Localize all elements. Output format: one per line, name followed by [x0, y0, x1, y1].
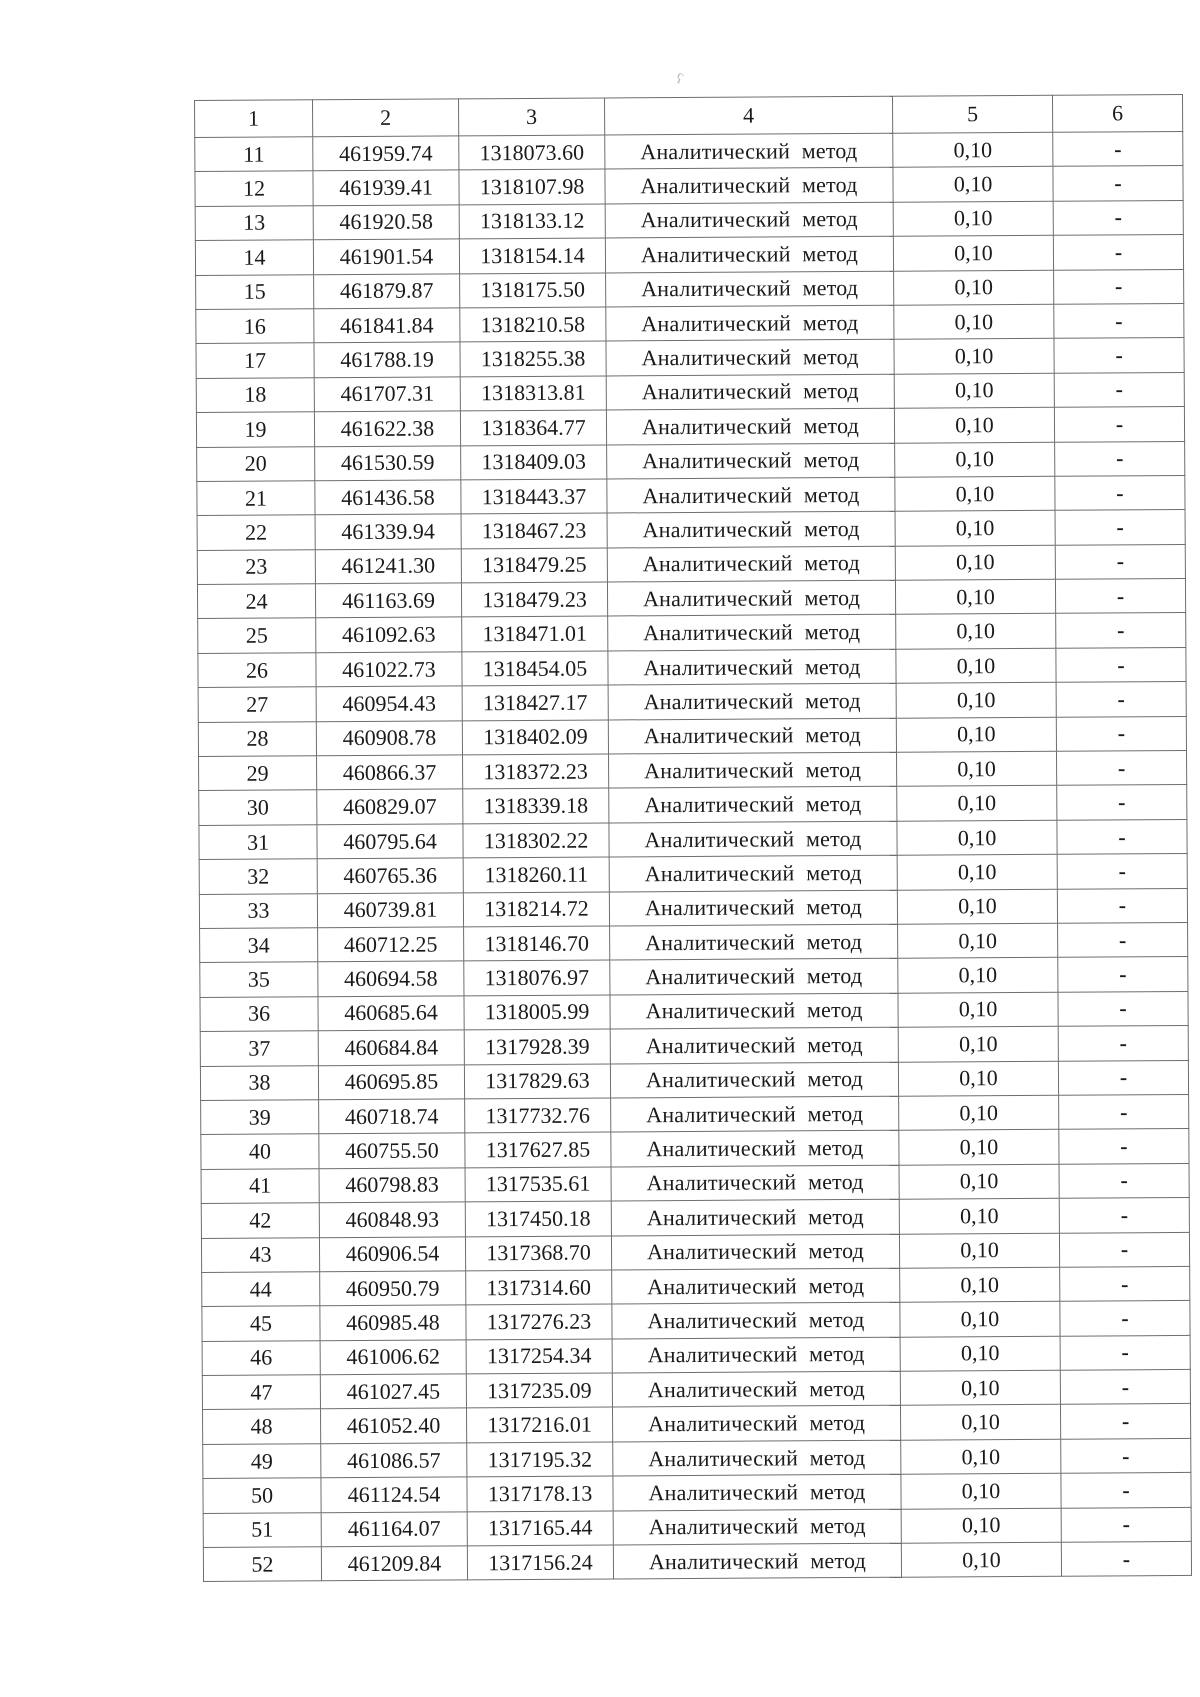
cell-y-coordinate: 1317627.85	[465, 1132, 611, 1167]
cell-method: Аналитический метод	[607, 580, 895, 616]
cell-y-coordinate: 1318210.58	[460, 307, 606, 342]
cell-extra: -	[1060, 1370, 1190, 1405]
header-col-6: 6	[1052, 94, 1182, 132]
cell-x-coordinate: 461027.45	[320, 1374, 466, 1409]
cell-x-coordinate: 460712.25	[318, 927, 464, 962]
cell-accuracy: 0,10	[896, 614, 1056, 649]
cell-extra: -	[1053, 131, 1183, 166]
cell-method: Аналитический метод	[610, 1062, 898, 1098]
cell-y-coordinate: 1318479.23	[461, 582, 607, 617]
cell-method: Аналитический метод	[610, 959, 898, 995]
cell-accuracy: 0,10	[895, 511, 1055, 546]
cell-x-coordinate: 460908.78	[316, 721, 462, 756]
cell-x-coordinate: 460906.54	[319, 1236, 465, 1271]
cell-x-coordinate: 460694.58	[318, 961, 464, 996]
cell-x-coordinate: 461841.84	[314, 308, 460, 343]
cell-method: Аналитический метод	[613, 1543, 901, 1579]
cell-method: Аналитический метод	[609, 855, 897, 891]
cell-x-coordinate: 460950.79	[320, 1271, 466, 1306]
cell-accuracy: 0,10	[894, 270, 1054, 305]
cell-accuracy: 0,10	[893, 235, 1053, 270]
cell-accuracy: 0,10	[896, 682, 1056, 717]
cell-extra: -	[1055, 579, 1185, 614]
cell-extra: -	[1057, 785, 1187, 820]
cell-x-coordinate: 461164.07	[321, 1511, 467, 1546]
cell-accuracy: 0,10	[899, 1130, 1059, 1165]
cell-x-coordinate: 461959.74	[313, 136, 459, 171]
cell-accuracy: 0,10	[895, 545, 1055, 580]
cell-method: Аналитический метод	[611, 1199, 899, 1235]
cell-accuracy: 0,10	[896, 751, 1056, 786]
cell-extra: -	[1054, 269, 1184, 304]
cell-accuracy: 0,10	[901, 1542, 1061, 1577]
cell-extra: -	[1055, 441, 1185, 476]
cell-point-number: 22	[197, 515, 315, 550]
cell-x-coordinate: 461879.87	[314, 273, 460, 308]
cell-point-number: 45	[202, 1306, 320, 1341]
cell-accuracy: 0,10	[894, 373, 1054, 408]
cell-y-coordinate: 1318409.03	[461, 445, 607, 480]
cell-point-number: 38	[200, 1065, 318, 1100]
cell-method: Аналитический метод	[609, 752, 897, 788]
cell-y-coordinate: 1317829.63	[464, 1064, 610, 1099]
cell-accuracy: 0,10	[900, 1336, 1060, 1371]
cell-extra: -	[1061, 1473, 1191, 1508]
cell-point-number: 44	[202, 1272, 320, 1307]
cell-accuracy: 0,10	[899, 1095, 1059, 1130]
cell-accuracy: 0,10	[897, 889, 1057, 924]
cell-accuracy: 0,10	[897, 854, 1057, 889]
cell-point-number: 11	[195, 137, 313, 172]
cell-method: Аналитический метод	[606, 374, 894, 410]
cell-point-number: 21	[197, 481, 315, 516]
cell-method: Аналитический метод	[607, 477, 895, 513]
cell-accuracy: 0,10	[900, 1267, 1060, 1302]
cell-extra: -	[1053, 235, 1183, 270]
cell-point-number: 33	[199, 893, 317, 928]
cell-y-coordinate: 1318313.81	[460, 376, 606, 411]
cell-accuracy: 0,10	[898, 958, 1058, 993]
cell-y-coordinate: 1317254.34	[466, 1339, 612, 1374]
cell-extra: -	[1054, 372, 1184, 407]
cell-point-number: 13	[195, 206, 313, 241]
cell-accuracy: 0,10	[898, 1026, 1058, 1061]
cell-x-coordinate: 461920.58	[313, 205, 459, 240]
cell-point-number: 48	[203, 1409, 321, 1444]
cell-x-coordinate: 461939.41	[313, 170, 459, 205]
cell-method: Аналитический метод	[608, 718, 896, 754]
cell-x-coordinate: 460798.83	[319, 1168, 465, 1203]
cell-accuracy: 0,10	[893, 167, 1053, 202]
cell-y-coordinate: 1317195.32	[467, 1442, 613, 1477]
cell-extra: -	[1059, 1094, 1189, 1129]
cell-point-number: 25	[198, 618, 316, 653]
cell-extra: -	[1060, 1266, 1190, 1301]
cell-y-coordinate: 1318443.37	[461, 479, 607, 514]
cell-y-coordinate: 1317368.70	[465, 1235, 611, 1270]
cell-x-coordinate: 460848.93	[319, 1202, 465, 1237]
cell-method: Аналитический метод	[611, 1096, 899, 1132]
cell-y-coordinate: 1318214.72	[463, 892, 609, 927]
cell-y-coordinate: 1318255.38	[460, 341, 606, 376]
cell-extra: -	[1054, 407, 1184, 442]
cell-point-number: 17	[196, 343, 314, 378]
cell-method: Аналитический метод	[608, 615, 896, 651]
cell-point-number: 20	[197, 446, 315, 481]
cell-method: Аналитический метод	[606, 408, 894, 444]
cell-accuracy: 0,10	[896, 648, 1056, 683]
cell-accuracy: 0,10	[901, 1439, 1061, 1474]
cell-y-coordinate: 1318427.17	[462, 685, 608, 720]
cell-method: Аналитический метод	[608, 649, 896, 685]
cell-extra: -	[1055, 510, 1185, 545]
cell-extra: -	[1053, 166, 1183, 201]
cell-method: Аналитический метод	[612, 1268, 900, 1304]
cell-accuracy: 0,10	[900, 1405, 1060, 1440]
cell-extra: -	[1054, 338, 1184, 373]
cell-y-coordinate: 1317156.24	[467, 1545, 613, 1580]
cell-y-coordinate: 1318175.50	[460, 273, 606, 308]
cell-method: Аналитический метод	[613, 1474, 901, 1510]
cell-point-number: 50	[203, 1478, 321, 1513]
cell-method: Аналитический метод	[605, 236, 893, 272]
cell-extra: -	[1055, 544, 1185, 579]
cell-point-number: 40	[201, 1134, 319, 1169]
cell-extra: -	[1058, 1026, 1188, 1061]
cell-accuracy: 0,10	[899, 1198, 1059, 1233]
cell-method: Аналитический метод	[612, 1406, 900, 1442]
cell-y-coordinate: 1318372.23	[463, 754, 609, 789]
cell-method: Аналитический метод	[610, 1027, 898, 1063]
cell-accuracy: 0,10	[901, 1473, 1061, 1508]
cell-x-coordinate: 460765.36	[317, 858, 463, 893]
cell-point-number: 28	[198, 721, 316, 756]
cell-accuracy: 0,10	[893, 132, 1053, 167]
cell-y-coordinate: 1318479.25	[461, 548, 607, 583]
cell-extra: -	[1056, 682, 1186, 717]
cell-method: Аналитический метод	[611, 1165, 899, 1201]
cell-x-coordinate: 461209.84	[321, 1546, 467, 1581]
cell-extra: -	[1058, 991, 1188, 1026]
cell-extra: -	[1057, 854, 1187, 889]
cell-accuracy: 0,10	[898, 923, 1058, 958]
cell-extra: -	[1059, 1163, 1189, 1198]
cell-y-coordinate: 1318146.70	[464, 926, 610, 961]
cell-x-coordinate: 461163.69	[315, 583, 461, 618]
cell-y-coordinate: 1317314.60	[466, 1270, 612, 1305]
cell-accuracy: 0,10	[894, 304, 1054, 339]
cell-y-coordinate: 1317178.13	[467, 1476, 613, 1511]
cell-accuracy: 0,10	[897, 820, 1057, 855]
cell-point-number: 23	[197, 549, 315, 584]
cell-y-coordinate: 1318467.23	[461, 513, 607, 548]
scan-artifact-mark: ʕ	[673, 71, 685, 88]
cell-method: Аналитический метод	[608, 683, 896, 719]
cell-x-coordinate: 461436.58	[315, 480, 461, 515]
cell-y-coordinate: 1317535.61	[465, 1167, 611, 1202]
cell-point-number: 24	[197, 584, 315, 619]
cell-x-coordinate: 460755.50	[319, 1133, 465, 1168]
cell-x-coordinate: 461052.40	[320, 1408, 466, 1443]
header-col-1: 1	[195, 100, 313, 138]
cell-y-coordinate: 1318133.12	[459, 204, 605, 239]
cell-accuracy: 0,10	[900, 1370, 1060, 1405]
cell-extra: -	[1061, 1438, 1191, 1473]
cell-y-coordinate: 1317276.23	[466, 1304, 612, 1339]
cell-accuracy: 0,10	[899, 1233, 1059, 1268]
cell-point-number: 51	[203, 1512, 321, 1547]
cell-point-number: 26	[198, 653, 316, 688]
cell-y-coordinate: 1317216.01	[466, 1407, 612, 1442]
cell-extra: -	[1060, 1301, 1190, 1336]
cell-x-coordinate: 460684.84	[318, 1030, 464, 1065]
cell-accuracy: 0,10	[898, 1061, 1058, 1096]
cell-x-coordinate: 460695.85	[318, 1064, 464, 1099]
cell-method: Аналитический метод	[607, 443, 895, 479]
cell-point-number: 31	[199, 825, 317, 860]
cell-point-number: 12	[195, 171, 313, 206]
cell-extra: -	[1053, 200, 1183, 235]
cell-x-coordinate: 460795.64	[317, 824, 463, 859]
cell-method: Аналитический метод	[610, 993, 898, 1029]
cell-point-number: 42	[201, 1203, 319, 1238]
cell-point-number: 41	[201, 1168, 319, 1203]
cell-method: Аналитический метод	[612, 1302, 900, 1338]
cell-accuracy: 0,10	[895, 476, 1055, 511]
cell-point-number: 16	[196, 309, 314, 344]
cell-y-coordinate: 1317165.44	[467, 1511, 613, 1546]
cell-point-number: 43	[201, 1237, 319, 1272]
cell-accuracy: 0,10	[895, 442, 1055, 477]
cell-point-number: 49	[203, 1444, 321, 1479]
cell-method: Аналитический метод	[609, 787, 897, 823]
header-col-5: 5	[892, 95, 1052, 133]
cell-method: Аналитический метод	[612, 1371, 900, 1407]
cell-x-coordinate: 460718.74	[319, 1099, 465, 1134]
cell-x-coordinate: 460739.81	[317, 892, 463, 927]
cell-accuracy: 0,10	[894, 339, 1054, 374]
cell-accuracy: 0,10	[898, 992, 1058, 1027]
cell-extra: -	[1058, 922, 1188, 957]
cell-point-number: 34	[200, 928, 318, 963]
cell-method: Аналитический метод	[613, 1440, 901, 1476]
cell-x-coordinate: 461788.19	[314, 342, 460, 377]
cell-extra: -	[1058, 957, 1188, 992]
cell-method: Аналитический метод	[612, 1337, 900, 1373]
header-col-4: 4	[604, 96, 892, 135]
cell-extra: -	[1057, 888, 1187, 923]
cell-y-coordinate: 1318107.98	[459, 169, 605, 204]
cell-y-coordinate: 1317732.76	[465, 1098, 611, 1133]
cell-x-coordinate: 460829.07	[317, 789, 463, 824]
table-row	[203, 1541, 1191, 1581]
cell-method: Аналитический метод	[606, 271, 894, 307]
cell-point-number: 30	[199, 790, 317, 825]
coordinates-table	[194, 94, 1192, 1582]
cell-method: Аналитический метод	[613, 1509, 901, 1545]
cell-accuracy: 0,10	[901, 1508, 1061, 1543]
cell-extra: -	[1061, 1507, 1191, 1542]
cell-method: Аналитический метод	[609, 890, 897, 926]
cell-y-coordinate: 1317928.39	[464, 1029, 610, 1064]
cell-y-coordinate: 1318364.77	[460, 410, 606, 445]
cell-method: Аналитический метод	[611, 1131, 899, 1167]
cell-extra: -	[1057, 819, 1187, 854]
cell-method: Аналитический метод	[610, 924, 898, 960]
cell-y-coordinate: 1318005.99	[464, 995, 610, 1030]
cell-y-coordinate: 1318076.97	[464, 960, 610, 995]
cell-y-coordinate: 1318073.60	[459, 135, 605, 170]
cell-accuracy: 0,10	[900, 1302, 1060, 1337]
cell-accuracy: 0,10	[895, 579, 1055, 614]
table-body	[195, 131, 1192, 1581]
cell-extra: -	[1059, 1198, 1189, 1233]
cell-x-coordinate: 461092.63	[316, 617, 462, 652]
cell-extra: -	[1060, 1404, 1190, 1439]
cell-extra: -	[1061, 1541, 1191, 1576]
cell-accuracy: 0,10	[893, 201, 1053, 236]
cell-point-number: 18	[196, 378, 314, 413]
cell-point-number: 27	[198, 687, 316, 722]
cell-point-number: 39	[201, 1100, 319, 1135]
cell-point-number: 52	[203, 1547, 321, 1582]
cell-point-number: 32	[199, 859, 317, 894]
cell-extra: -	[1056, 613, 1186, 648]
cell-method: Аналитический метод	[607, 512, 895, 548]
cell-point-number: 19	[196, 412, 314, 447]
cell-x-coordinate: 461124.54	[321, 1477, 467, 1512]
cell-y-coordinate: 1318260.11	[463, 857, 609, 892]
cell-x-coordinate: 460866.37	[317, 755, 463, 790]
cell-x-coordinate: 461022.73	[316, 652, 462, 687]
cell-x-coordinate: 461006.62	[320, 1340, 466, 1375]
cell-y-coordinate: 1318154.14	[459, 238, 605, 273]
cell-point-number: 46	[202, 1340, 320, 1375]
cell-y-coordinate: 1318302.22	[463, 823, 609, 858]
cell-x-coordinate: 461241.30	[315, 549, 461, 584]
cell-y-coordinate: 1317235.09	[466, 1373, 612, 1408]
cell-method: Аналитический метод	[605, 168, 893, 204]
cell-y-coordinate: 1317450.18	[465, 1201, 611, 1236]
cell-method: Аналитический метод	[606, 305, 894, 341]
table-header	[195, 94, 1183, 137]
cell-extra: -	[1056, 647, 1186, 682]
cell-y-coordinate: 1318471.01	[462, 616, 608, 651]
cell-extra: -	[1058, 1060, 1188, 1095]
cell-method: Аналитический метод	[605, 202, 893, 238]
cell-x-coordinate: 461086.57	[321, 1443, 467, 1478]
cell-method: Аналитический метод	[611, 1234, 899, 1270]
header-col-2: 2	[313, 99, 459, 137]
cell-point-number: 37	[200, 1031, 318, 1066]
header-row	[195, 94, 1183, 137]
cell-x-coordinate: 461901.54	[313, 239, 459, 274]
cell-point-number: 36	[200, 997, 318, 1032]
cell-x-coordinate: 460954.43	[316, 686, 462, 721]
cell-accuracy: 0,10	[897, 786, 1057, 821]
cell-point-number: 35	[200, 962, 318, 997]
cell-extra: -	[1056, 750, 1186, 785]
cell-accuracy: 0,10	[896, 717, 1056, 752]
cell-y-coordinate: 1318402.09	[462, 720, 608, 755]
cell-x-coordinate: 461530.59	[315, 445, 461, 480]
cell-y-coordinate: 1318339.18	[463, 788, 609, 823]
cell-extra: -	[1055, 475, 1185, 510]
cell-extra: -	[1060, 1335, 1190, 1370]
cell-point-number: 14	[195, 240, 313, 275]
cell-extra: -	[1054, 303, 1184, 338]
cell-extra: -	[1059, 1129, 1189, 1164]
cell-method: Аналитический метод	[607, 546, 895, 582]
cell-x-coordinate: 461707.31	[314, 377, 460, 412]
cell-point-number: 29	[199, 756, 317, 791]
cell-method: Аналитический метод	[605, 133, 893, 169]
cell-point-number: 47	[202, 1375, 320, 1410]
cell-point-number: 15	[196, 274, 314, 309]
cell-method: Аналитический метод	[606, 340, 894, 376]
header-col-3: 3	[458, 98, 604, 136]
cell-extra: -	[1056, 716, 1186, 751]
cell-x-coordinate: 460685.64	[318, 996, 464, 1031]
cell-extra: -	[1059, 1232, 1189, 1267]
cell-x-coordinate: 460985.48	[320, 1305, 466, 1340]
cell-y-coordinate: 1318454.05	[462, 651, 608, 686]
cell-x-coordinate: 461622.38	[314, 411, 460, 446]
cell-method: Аналитический метод	[609, 821, 897, 857]
cell-x-coordinate: 461339.94	[315, 514, 461, 549]
cell-accuracy: 0,10	[899, 1164, 1059, 1199]
cell-accuracy: 0,10	[894, 407, 1054, 442]
